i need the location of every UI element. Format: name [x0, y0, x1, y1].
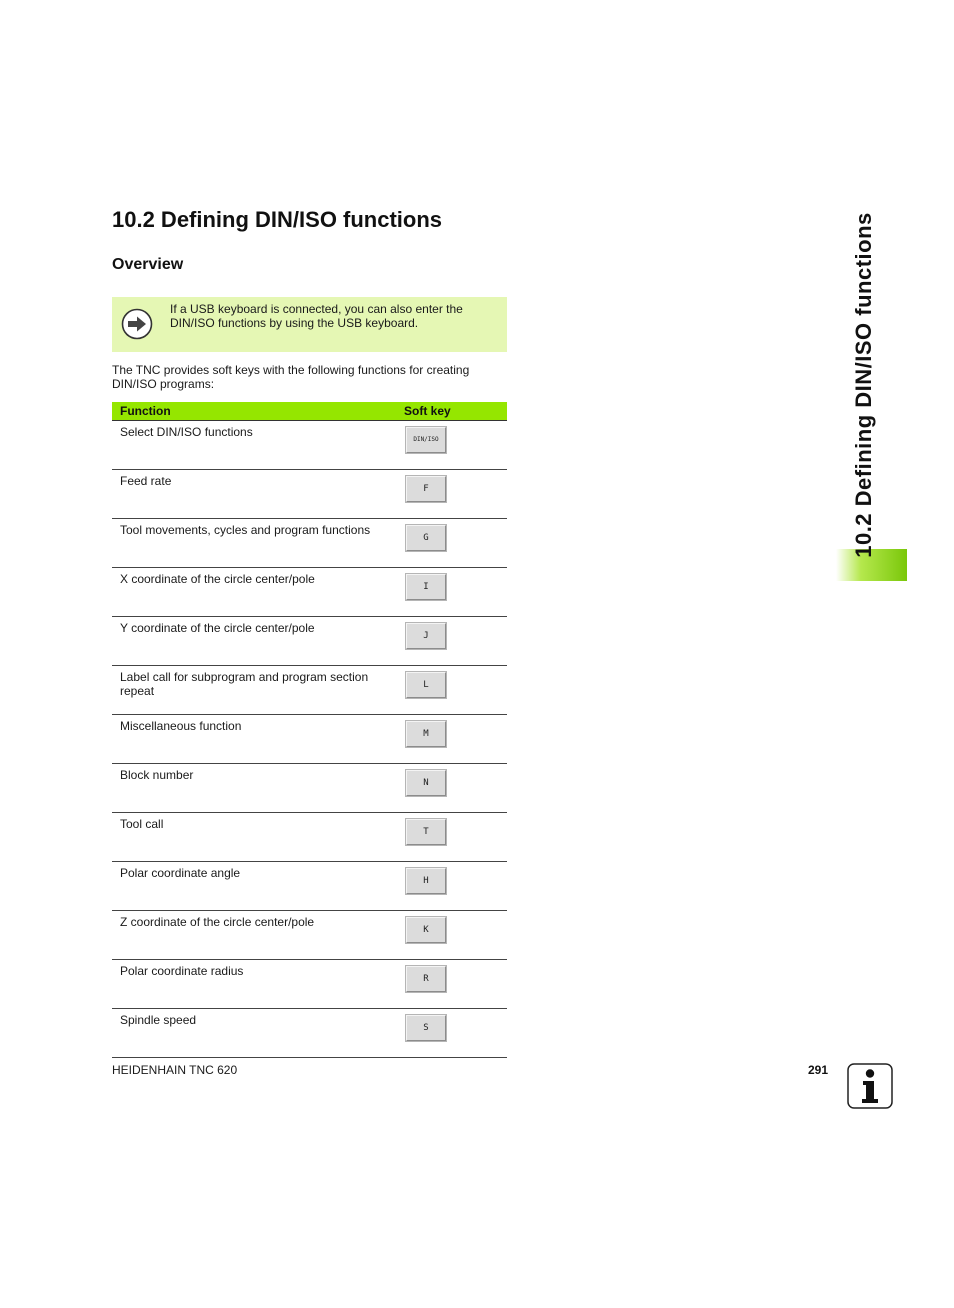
softkey-j[interactable]: J [406, 623, 446, 649]
table-row [112, 960, 507, 1009]
arrow-right-icon [121, 308, 153, 340]
softkey-i[interactable]: I [406, 574, 446, 600]
function-cell: Spindle speed [112, 1009, 396, 1058]
function-cell: Polar coordinate radius [112, 960, 396, 1009]
note-box [112, 297, 507, 352]
side-chapter-title: 10.2 Defining DIN/ISO functions [851, 212, 876, 558]
softkey-f[interactable]: F [406, 476, 446, 502]
function-cell: Polar coordinate angle [112, 862, 396, 911]
page-title: 10.2 Defining DIN/ISO functions [112, 207, 443, 232]
softkey-g[interactable]: G [406, 525, 446, 551]
softkey-k[interactable]: K [406, 917, 446, 943]
function-cell: X coordinate of the circle center/pole [112, 568, 396, 617]
function-cell: Tool call [112, 813, 396, 862]
function-cell: Feed rate [112, 470, 396, 519]
table-row [112, 617, 507, 666]
function-cell: Miscellaneous function [112, 715, 396, 764]
function-cell: Block number [112, 764, 396, 813]
function-cell: Select DIN/ISO functions [112, 421, 396, 470]
softkey-s[interactable]: S [406, 1015, 446, 1041]
header-function: Function [112, 402, 396, 421]
softkey-r[interactable]: R [406, 966, 446, 992]
intro-paragraph: The TNC provides soft keys with the following functions for creating DIN/ISO programs: [112, 363, 470, 391]
table-row [112, 568, 507, 617]
function-cell: Z coordinate of the circle center/pole [112, 911, 396, 960]
softkey-l[interactable]: L [406, 672, 446, 698]
function-table [112, 402, 507, 1058]
header-softkey: Soft key [396, 402, 507, 421]
softkey-t[interactable]: T [406, 819, 446, 845]
footer-publisher: HEIDENHAIN TNC 620 [112, 1063, 238, 1077]
info-icon [847, 1063, 893, 1109]
page-number: 291 [808, 1063, 829, 1077]
softkey-h[interactable]: H [406, 868, 446, 894]
table-row [112, 519, 507, 568]
table-row [112, 1009, 507, 1058]
table-row [112, 421, 507, 470]
table-row [112, 764, 507, 813]
function-cell: Label call for subprogram and program section repeat [112, 666, 396, 715]
table-row [112, 813, 507, 862]
table-row [112, 470, 507, 519]
table-row [112, 715, 507, 764]
table-header-row [112, 402, 507, 421]
softkey-m[interactable]: M [406, 721, 446, 747]
table-row [112, 911, 507, 960]
note-text: If a USB keyboard is connected, you can also enter the DIN/ISO functions by using the USB keyboard. [170, 302, 463, 330]
section-heading: Overview [112, 256, 184, 273]
softkey-n[interactable]: N [406, 770, 446, 796]
table-row [112, 666, 507, 715]
softkey-din-iso[interactable]: DIN/ISO [406, 427, 446, 453]
table-row [112, 862, 507, 911]
function-cell: Y coordinate of the circle center/pole [112, 617, 396, 666]
function-cell: Tool movements, cycles and program functions [112, 519, 396, 568]
